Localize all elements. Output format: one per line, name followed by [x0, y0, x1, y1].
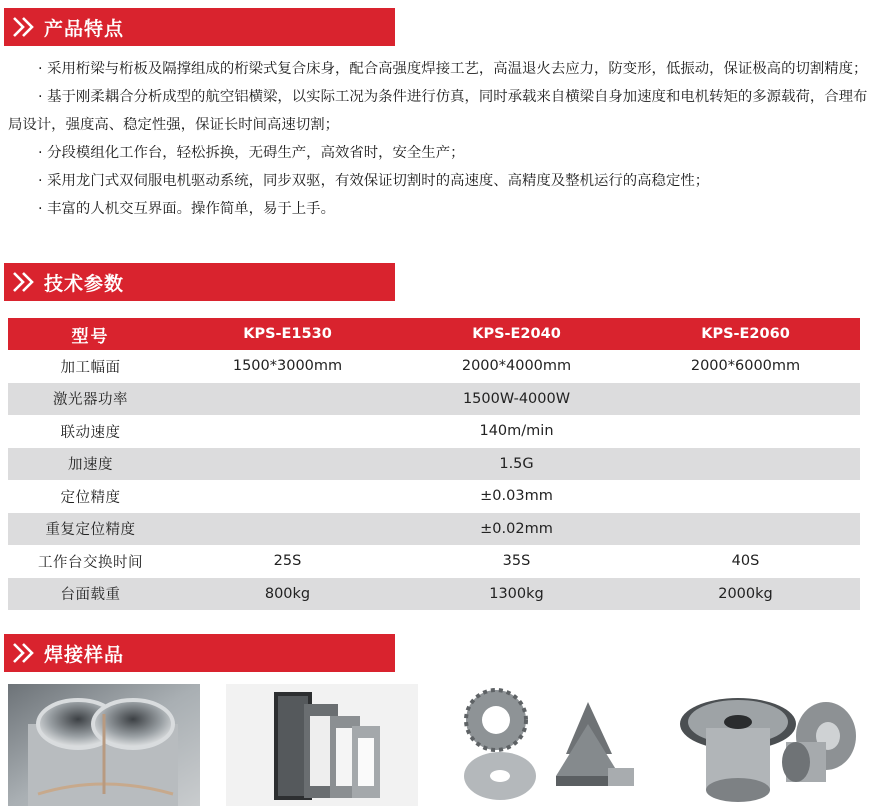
row-label: 加工幅面: [60, 359, 121, 376]
features-list: [8, 55, 868, 223]
double-chevron-icon: [4, 634, 44, 672]
table-row: [8, 513, 860, 546]
row-label: 激光器功率: [8, 383, 173, 416]
double-chevron-icon: [4, 263, 44, 301]
table-cell: 800kg: [173, 578, 402, 611]
section-title: 技术参数: [44, 272, 125, 295]
table-row: [8, 383, 860, 416]
feature-item: · 采用龙门式双伺服电机驱动系统，同步双驱，有效保证切割时的高速度、高精度及整机运行的高稳定性；: [38, 173, 710, 189]
feature-item: · 采用桁梁与桁板及隔撑组成的桁梁式复合床身，配合高强度焊接工艺，高温退火去应力，防变形，低振动，保证极高的切割精度；: [38, 61, 868, 77]
samples-section-header: [4, 634, 395, 672]
table-row: [8, 415, 860, 448]
double-chevron-icon: [4, 8, 44, 46]
table-cell: 1500W-4000W: [173, 383, 860, 416]
table-cell: 1.5G: [173, 448, 860, 481]
table-cell: 2000*4000mm: [461, 358, 572, 375]
table-cell: 35S: [502, 553, 531, 570]
column-header: 型号: [8, 318, 173, 350]
table-cell: 2000*6000mm: [690, 358, 801, 375]
table-cell: 2000kg: [631, 578, 860, 611]
section-title: 焊接样品: [44, 643, 125, 666]
features-section-header: [4, 8, 395, 46]
welded-double-tube-photo: [8, 684, 200, 806]
table-row: [8, 350, 860, 383]
welded-sheet-parts-photo: [448, 684, 648, 806]
section-title: 产品特点: [44, 17, 125, 40]
table-cell: 40S: [731, 553, 760, 570]
column-header: KPS-E2040: [402, 318, 631, 350]
table-row: [8, 578, 860, 611]
table-row: [8, 480, 860, 513]
sample-photos: [8, 684, 860, 806]
specs-section-header: [4, 263, 395, 301]
feature-item: · 分段模组化工作台，轻松拆换，无碍生产，高效省时，安全生产；: [38, 145, 465, 161]
row-label: 重复定位精度: [8, 513, 173, 546]
row-label: 定位精度: [60, 489, 121, 506]
column-header: KPS-E2060: [631, 318, 860, 350]
feature-item: · 基于刚柔耦合分析成型的航空铝横梁，以实际工况为条件进行仿真，同时承载来自横梁自身加速度和电机转矩的多源载荷，合理布局设计，强度高、稳定性强，保证长时间高速切割；: [8, 89, 868, 133]
table-row: [8, 448, 860, 481]
table-cell: ±0.03mm: [480, 488, 553, 505]
feature-item: · 丰富的人机交互界面。操作简单，易于上手。: [38, 201, 335, 217]
row-label: 加速度: [8, 448, 173, 481]
table-row: [8, 545, 860, 578]
row-label: 工作台交换时间: [38, 554, 143, 571]
table-cell: 140m/min: [479, 423, 554, 440]
spec-table: [8, 318, 860, 610]
welded-square-frames-photo: [226, 684, 418, 806]
row-label: 联动速度: [60, 424, 121, 441]
table-header-row: [8, 318, 860, 350]
row-label: 台面载重: [8, 578, 173, 611]
table-cell: ±0.02mm: [173, 513, 860, 546]
table-cell: 25S: [273, 553, 302, 570]
column-header: KPS-E1530: [173, 318, 402, 350]
welded-flange-parts-photo: [668, 684, 860, 806]
table-cell: 1500*3000mm: [232, 358, 343, 375]
table-cell: 1300kg: [402, 578, 631, 611]
